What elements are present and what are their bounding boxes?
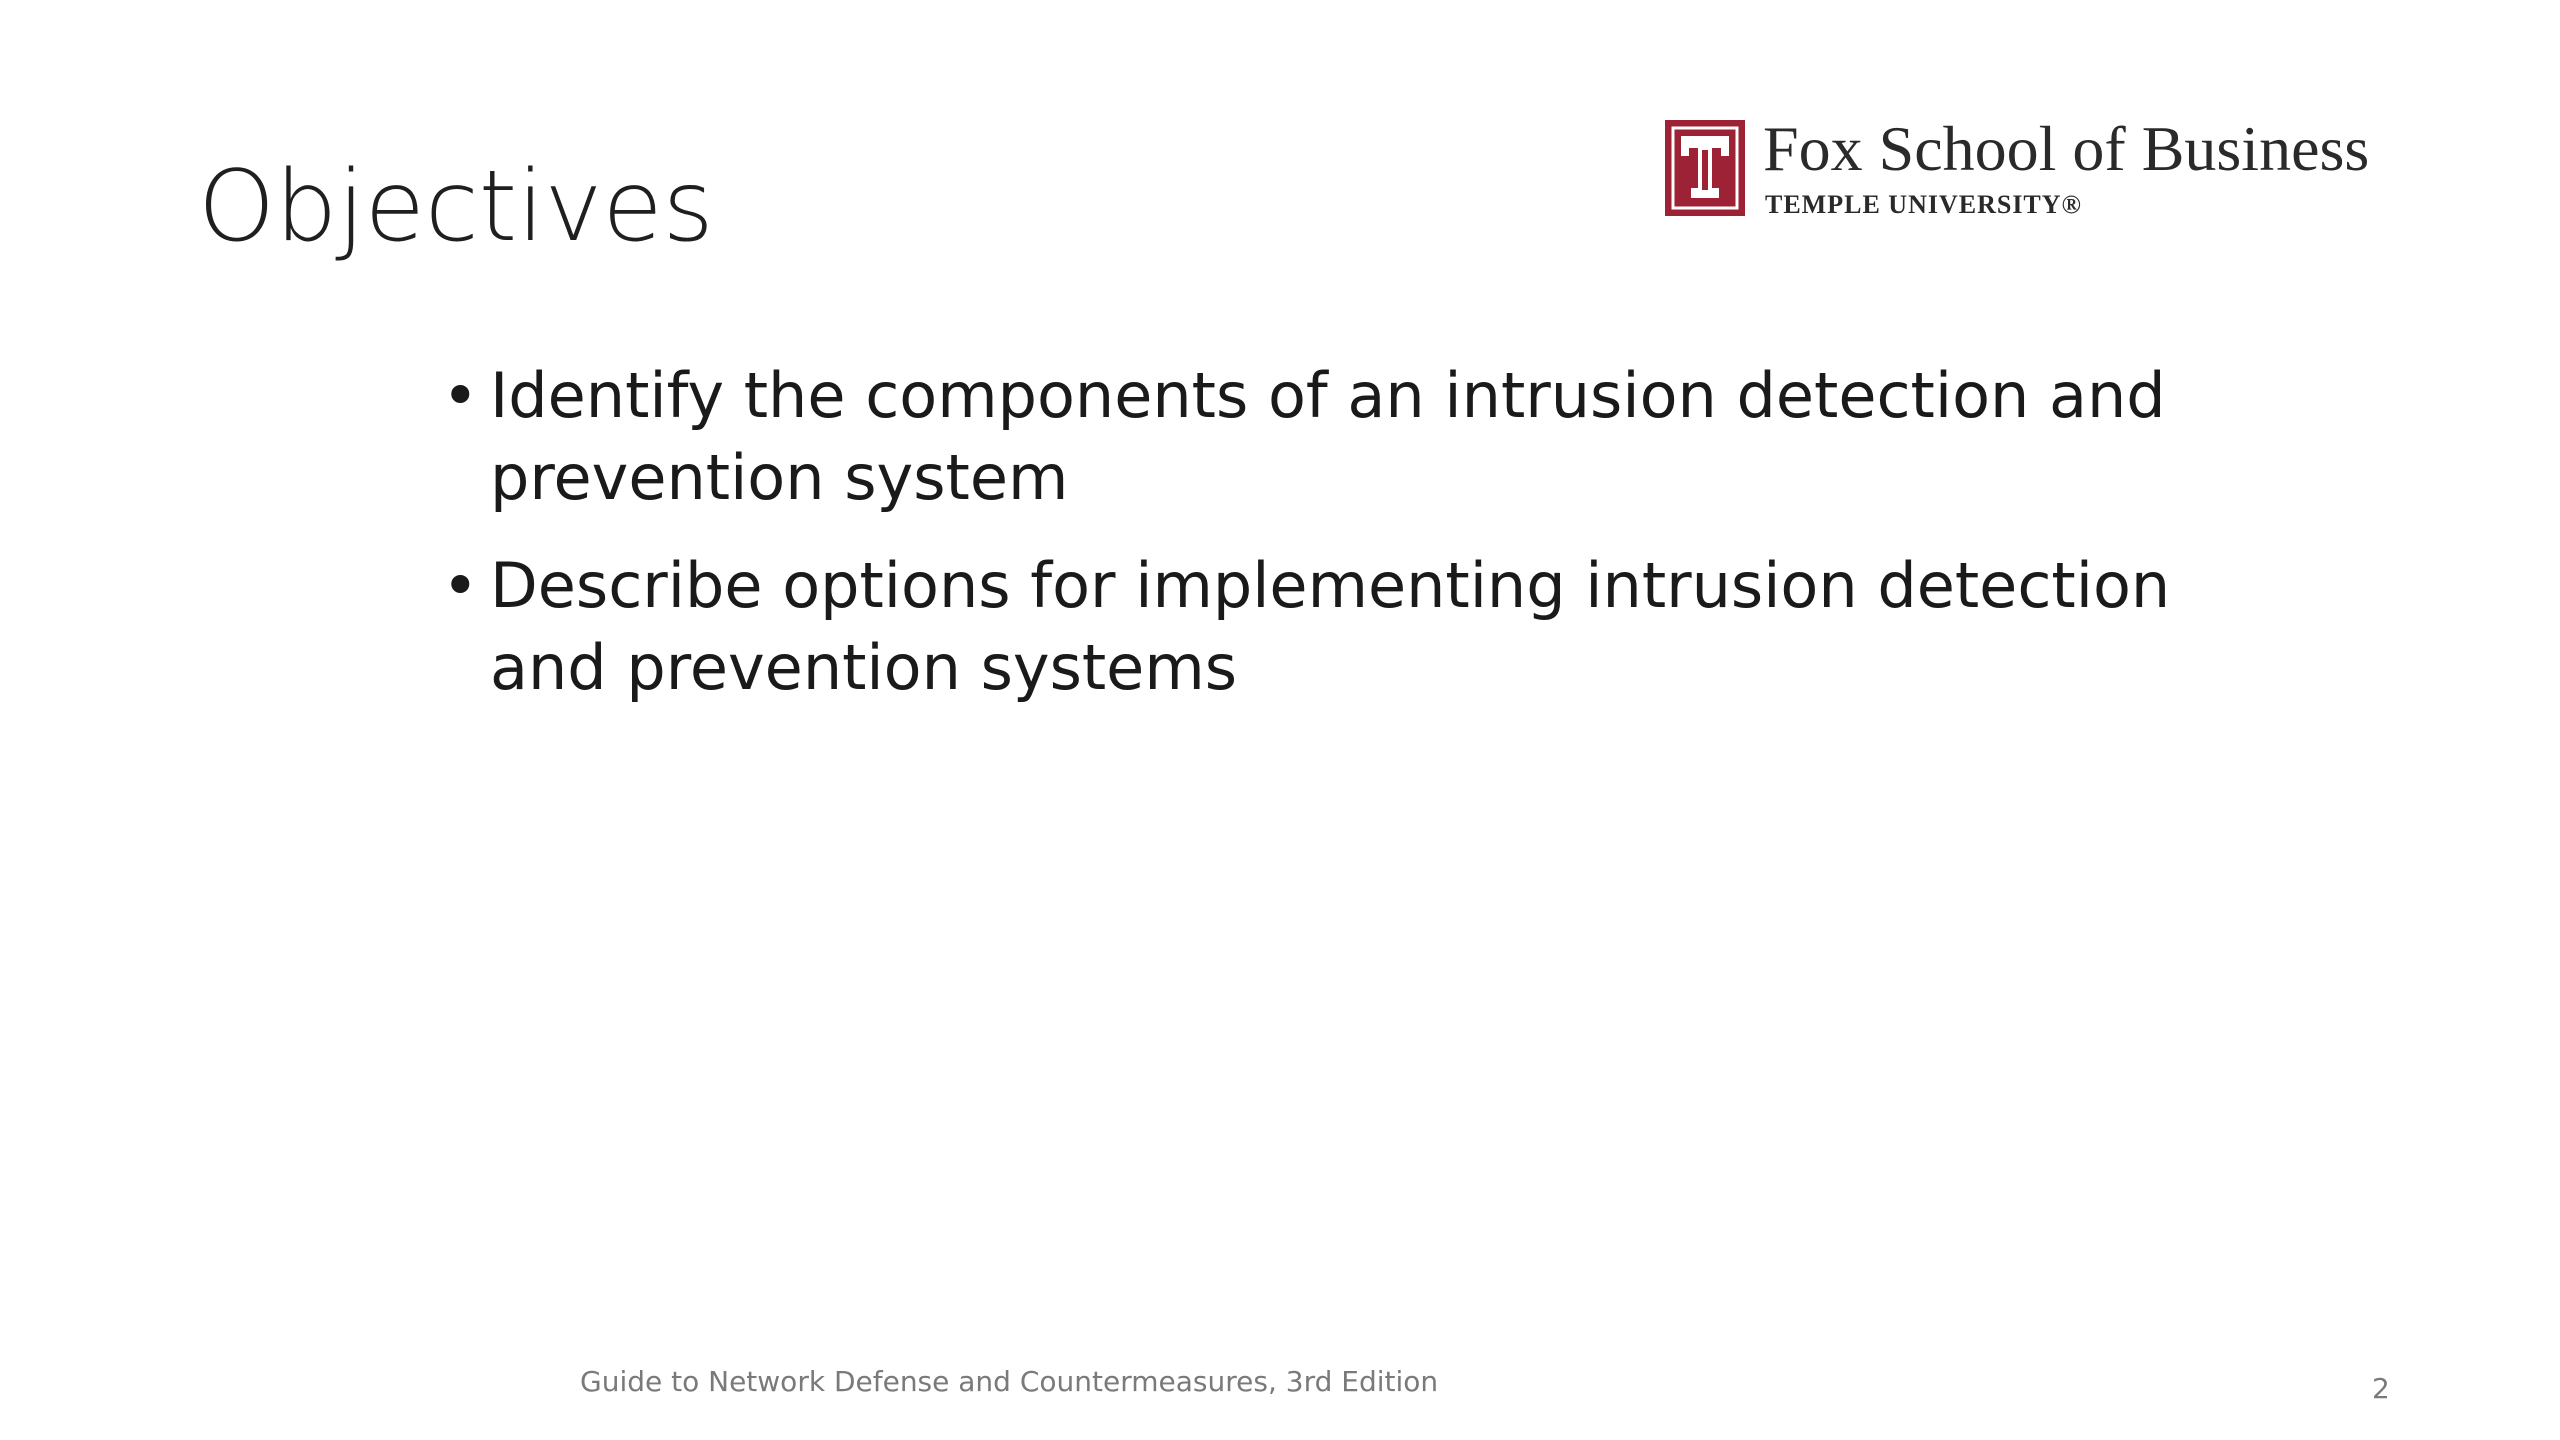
bullet-text: Identify the components of an intrusion detection and prevention system — [490, 359, 2166, 514]
page-number: 2 — [2372, 1372, 2390, 1405]
logo-school-name: Fox School of Business — [1763, 113, 2370, 184]
list-item — [430, 545, 2210, 709]
fox-school-logo — [1665, 113, 2383, 220]
slide-footer: Guide to Network Defense and Countermeasures, 3rd Edition — [580, 1365, 1439, 1398]
bullet-text: Describe options for implementing intrusion detection and prevention systems — [490, 549, 2171, 704]
objectives-list — [430, 355, 2210, 735]
logo-university-name: TEMPLE UNIVERSITY® — [1765, 190, 2082, 219]
bullet-icon: • — [442, 359, 479, 432]
slide-title: Objectives — [198, 150, 714, 264]
temple-t-icon — [1665, 120, 1745, 216]
bullet-icon: • — [442, 549, 479, 622]
list-item — [430, 355, 2210, 519]
